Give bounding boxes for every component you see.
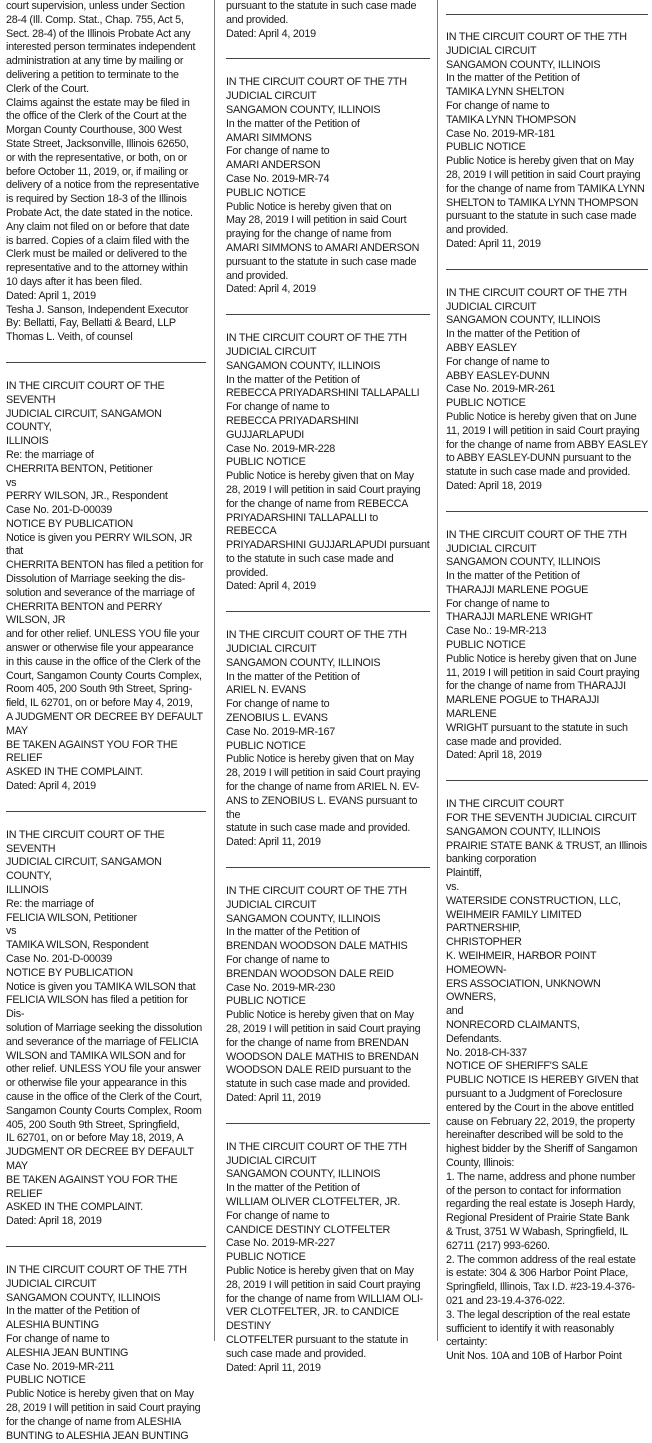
- notice-rebecca-tallapalli: IN THE CIRCUIT COURT OF THE 7TH JUDICIAL CIRCUIT SANGAMON COUNTY, ILLINOIS In the matter of the Petition of REBECCA PRIYADARSHINI TALLAPALLI For change of name to REBECCA PRIYADARSHINI GUJJARLAPUDI Case No. 2019-MR-228 PUBLIC NOTICE Public Notice is hereby given that on May 28, 2019 I will petition in said Court praying for the change of name from REBECCA PRIYADARSHINI TALLAPALLI to REBECCA PRIYADARSHINI GUJJARLAPUDI pursuant to the statute in such case made and provided. Dated: April 4, 2019: [226, 332, 430, 593]
- notice-benton-wilson: IN THE CIRCUIT COURT OF THE SEVENTH JUDICIAL CIRCUIT, SANGAMON COUNTY, ILLINOIS Re: the marriage of CHERRITA BENTON, Petitioner vs PERRY WILSON, JR., Respondent Case No. 201-D-00039 NOTICE BY PUBLICATION Notice is given you PERRY WILSON, JR that CHERRITA BENTON has filed a petition for Dissolution of Marriage seeking the dis- solution and severance of the marriage of CHERRITA BENTON and PERRY WILSON, JR and for other relief. UNLESS YOU file your answer or otherwise file your appearance in this cause in the office of the Clerk of the Court, Sangamon County Courts Complex, Room 405, 200 South 9th Street, Spring- field, IL 62701, on or before May 4, 2019, A JUDGMENT OR DECREE BY DEFAULT MAY BE TAKEN AGAINST YOU FOR THE RELIEF ASKED IN THE COMPLAINT. Dated: April 4, 2019: [6, 379, 204, 793]
- notice-tharajji-pogue: IN THE CIRCUIT COURT OF THE 7TH JUDICIAL CIRCUIT SANGAMON COUNTY, ILLINOIS In the matter of the Petition of THARAJJI MARLENE POGUE For change of name to THARAJJI MARLENE WRIGHT Case No.: 19-MR-213 PUBLIC NOTICE Public Notice is hereby given that on June 11, 2019 I will petition in said Court praying for the change of name from THARAJJI MARLENE POGUE to THARAJJI MARLENE WRIGHT pursuant to the statute in such case made and provided. Dated: April 18, 2019: [446, 528, 640, 762]
- notice-probate-continuation: court supervision, unless under Section 28-4 (Ill. Comp. Stat., Chap. 755, Act 5, Sect. 28-4) of the Illinois Probate Act any interested person terminates independent administration at any time by mailing or delivering a petition to terminate to the Clerk of the Court. Claims against the estate may be filed in the office of the Clerk of the Court at the Morgan County Courthouse, 300 West State Street, Jacksonville, Illinois 62650, or with the representative, or both, on or before October 11, 2019, or, if mailing or delivery of a notice from the representative is required by Section 18-3 of the Illinois Probate Act, the date stated in the notice. Any claim not filed on or before that date is barred. Copies of a claim filed with the Clerk must be mailed or delivered to the representative and to the attorney within 10 days after it has been filed. Dated: April 1, 2019 Tesha J. Sanson, Independent Executor By: Bellatti, Fay, Bellatti & Beard, LLP Thomas L. Veith, of counsel: [6, 0, 200, 344]
- notice-divider: [446, 14, 648, 15]
- notice-felicia-wilson: IN THE CIRCUIT COURT OF THE SEVENTH JUDICIAL CIRCUIT, SANGAMON COUNTY, ILLINOIS Re: the marriage of FELICIA WILSON, Petitioner vs TAMIKA WILSON, Respondent Case No. 201-D-00039 NOTICE BY PUBLICATION Notice is given you TAMIKA WILSON that FELICIA WILSON has filed a petition for Dis- solution of Marriage seeking the dissolution and severance of the marriage of FELICIA WILSON and TAMIKA WILSON and for other relief. UNLESS YOU file your answer or otherwise file your appearance in this cause in the office of the Clerk of the Court, Sangamon County Courts Complex, Room 405, 200 South 9th Street, Springfield, IL 62701, on or before May 18, 2019, A JUDGMENT OR DECREE BY DEFAULT MAY BE TAKEN AGAINST YOU FOR THE RELIEF ASKED IN THE COMPLAINT. Dated: April 18, 2019: [6, 828, 203, 1228]
- notice-bunting-continuation: pursuant to the statute in such case made and provided. Dated: April 4, 2019: [226, 0, 417, 40]
- column-3: [446, 0, 648, 1363]
- notice-divider: [226, 58, 430, 59]
- notice-abby-easley: IN THE CIRCUIT COURT OF THE 7TH JUDICIAL CIRCUIT SANGAMON COUNTY, ILLINOIS In the matter of the Petition of ABBY EASLEY For change of name to ABBY EASLEY-DUNN Case No. 2019-MR-261 PUBLIC NOTICE Public Notice is hereby given that on June 11, 2019 I will petition in said Court praying for the change of name from ABBY EASLEY to ABBY EASLEY-DUNN pursuant to the statute in such case made and provided. Dated: April 18, 2019: [446, 286, 648, 492]
- notice-tamika-shelton: IN THE CIRCUIT COURT OF THE 7TH JUDICIAL CIRCUIT SANGAMON COUNTY, ILLINOIS In the matter of the Petition of TAMIKA LYNN SHELTON For change of name to TAMIKA LYNN THOMPSON Case No. 2019-MR-181 PUBLIC NOTICE Public Notice is hereby given that on May 28, 2019 I will petition in said Court praying for the change of name from TAMIKA LYNN SHELTON to TAMIKA LYNN THOMPSON pursuant to the statute in such case made and provided. Dated: April 11, 2019: [446, 31, 645, 250]
- column-rule: [437, 0, 438, 1341]
- notice-aleshia-bunting: IN THE CIRCUIT COURT OF THE 7TH JUDICIAL CIRCUIT SANGAMON COUNTY, ILLINOIS In the matter of the Petition of ALESHIA BUNTING For change of name to ALESHIA JEAN BUNTING Case No. 2019-MR-211 PUBLIC NOTICE Public Notice is hereby given that on May 28, 2019 I will petition in said Court praying for the change of name from ALESHIA BUNTING to ALESHIA JEAN BUNTING: [6, 1263, 201, 1442]
- notice-divider: [226, 314, 430, 315]
- notice-divider: [6, 1246, 206, 1247]
- notice-divider: [226, 867, 430, 868]
- column-rule: [214, 0, 215, 1341]
- notice-divider: [6, 362, 206, 363]
- notice-sheriffs-sale: IN THE CIRCUIT COURT FOR THE SEVENTH JUDICIAL CIRCUIT SANGAMON COUNTY, ILLINOIS PRAIRIE STATE BANK & TRUST, an Illinois banking corporation Plaintiff, vs. WATERSIDE CONSTRUCTION, LLC, WEIHMEIR FAMILY LIMITED PARTNERSHIP, CHRISTOPHER K. WEIHMEIR, HARBOR POINT HOMEOWN- ERS ASSOCIATION, UNKNOWN OWNERS, and NONRECORD CLAIMANTS, Defendants. No. 2018-CH-337 NOTICE OF SHERIFF'S SALE PUBLIC NOTICE IS HEREBY GIVEN that pursuant to a Judgment of Foreclosure entered by the Court in the above entitled cause on February 22, 2019, the property hereinafter described will be sold to the highest bidder by the Sheriff of Sangamon County, Illinois: 1. The name, address and phone number of the person to contact for information regarding the real estate is Joseph Hardy, Regional President of Prairie State Bank & Trust, 3751 W Wabash, Springfield, IL 62711 (217) 993-6260. 2. The common address of the real estate is estate: 304 & 306 Harbor Point Place, Springfield, Illinois, Tax I.D. #23-19.4-376- 021 and 23-19.4-376-022. 3. The legal description of the real estate sufficient to identify it with reasonably certainty: Unit Nos. 10A and 10B of Harbor Point: [446, 798, 647, 1363]
- column-1: [6, 0, 206, 1442]
- notice-divider: [6, 811, 206, 812]
- notice-divider: [226, 1123, 430, 1124]
- notice-ariel-evans: IN THE CIRCUIT COURT OF THE 7TH JUDICIAL CIRCUIT SANGAMON COUNTY, ILLINOIS In the matter of the Petition of ARIEL N. EVANS For change of name to ZENOBIUS L. EVANS Case No. 2019-MR-167 PUBLIC NOTICE Public Notice is hereby given that on May 28, 2019 I will petition in said Court praying for the change of name from ARIEL N. EV- ANS to ZENOBIUS L. EVANS pursuant to the statute in such case made and provided. Dated: April 11, 2019: [226, 629, 421, 849]
- notice-divider: [446, 780, 648, 781]
- notice-william-clotfelter: IN THE CIRCUIT COURT OF THE 7TH JUDICIAL CIRCUIT SANGAMON COUNTY, ILLINOIS In the matter of the Petition of WILLIAM OLIVER CLOTFELTER, JR. For change of name to CANDICE DESTINY CLOTFELTER Case No. 2019-MR-227 PUBLIC NOTICE Public Notice is hereby given that on May 28, 2019 I will petition in said Court praying for the change of name from WILLIAM OLI- VER CLOTFELTER, JR. to CANDICE DESTINY CLOTFELTER pursuant to the statute in such case made and provided. Dated: April 11, 2019: [226, 1140, 424, 1374]
- notice-divider: [446, 269, 648, 270]
- column-2: [226, 0, 430, 1374]
- notice-divider: [446, 511, 648, 512]
- notice-amari-simmons: IN THE CIRCUIT COURT OF THE 7TH JUDICIAL CIRCUIT SANGAMON COUNTY, ILLINOIS In the matter of the Petition of AMARI SIMMONS For change of name to AMARI ANDERSON Case No. 2019-MR-74 PUBLIC NOTICE Public Notice is hereby given that on May 28, 2019 I will petition in said Court praying for the change of name from AMARI SIMMONS to AMARI ANDERSON pursuant to the statute in such case made and provided. Dated: April 4, 2019: [226, 76, 420, 296]
- notice-brendan-mathis: IN THE CIRCUIT COURT OF THE 7TH JUDICIAL CIRCUIT SANGAMON COUNTY, ILLINOIS In the matter of the Petition of BRENDAN WOODSON DALE MATHIS For change of name to BRENDAN WOODSON DALE REID Case No. 2019-MR-230 PUBLIC NOTICE Public Notice is hereby given that on May 28, 2019 I will petition in said Court praying for the change of name from BRENDAN WOODSON DALE MATHIS to BRENDAN WOODSON DALE REID pursuant to the statute in such case made and provided. Dated: April 11, 2019: [226, 885, 421, 1104]
- notice-divider: [226, 611, 430, 612]
